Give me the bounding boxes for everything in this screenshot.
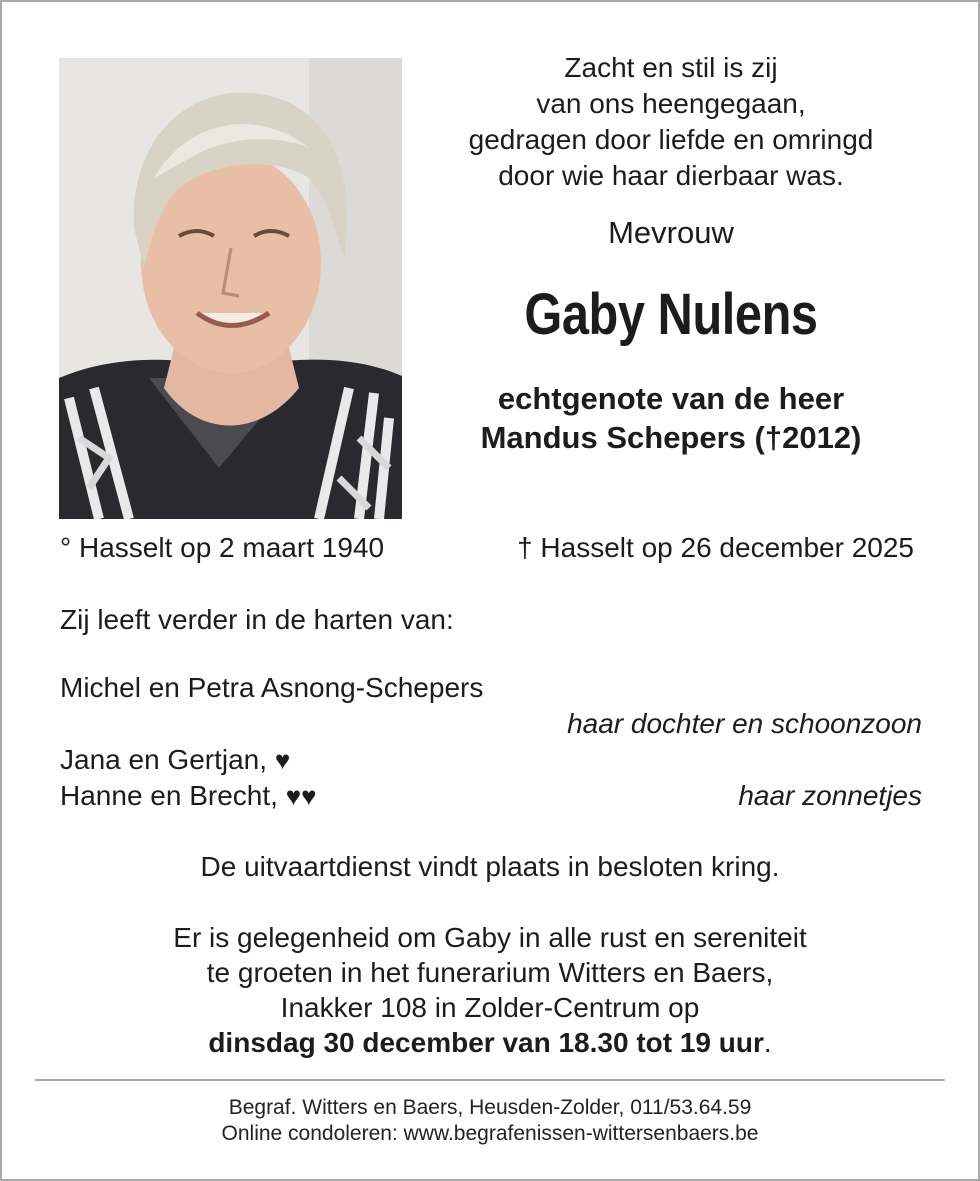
poem-line: door wie haar dierbaar was. [498,160,844,191]
life-dates [60,528,920,568]
death-date: † Hasselt op 26 december 2025 [517,532,914,563]
spouse-info [420,379,922,457]
heart-icon: ♥♥ [285,781,317,811]
online-condolence: Online condoleren: www.begrafenissen-wittersenbaers.be [221,1122,759,1145]
visitation-info [0,920,980,1060]
deceased-name: Gaby Nulens [524,282,818,347]
visitation-datetime: dinsdag 30 december van 18.30 tot 19 uur [208,1027,764,1058]
family-grandchild-1 [60,742,290,778]
visitation-line-1: Er is gelegenheid om Gaby in alle rust en sereniteit [173,922,807,953]
visitation-line-4 [0,1025,980,1060]
birth-date: ° Hasselt op 2 maart 1940 [60,532,385,563]
family-intro: Zij leeft verder in de harten van: [60,604,454,635]
grandchildren-relation: haar zonnetjes [738,780,922,811]
family-grandchild-2 [60,778,317,814]
spouse-line-1: echtgenote van de heer [497,381,845,416]
poem-line: gedragen door liefde en omringd [468,124,874,155]
poem-line: van ons heengegaan, [536,88,806,119]
funeral-home-contact: Begraf. Witters en Baers, Heusden-Zolder, 011/53.64.59 [228,1096,752,1119]
footer [0,1095,980,1147]
portrait-photo [59,58,402,519]
visitation-line-2: te groeten in het funerarium Witters en Baers, [206,957,774,988]
daughter-relation: haar dochter en schoonzoon [567,708,922,739]
grandchild-1-name: Jana en Gertjan, [60,744,268,775]
family-daughter: Michel en Petra Asnong-Schepers [60,672,484,703]
grandchild-2-name: Hanne en Brecht, [60,780,278,811]
heart-icon: ♥ [274,745,291,775]
memorial-poem [420,50,922,194]
poem-line: Zacht en stil is zij [564,52,778,83]
service-note: De uitvaartdienst vindt plaats in besloten kring. [200,851,780,882]
visitation-line-3: Inakker 108 in Zolder-Centrum op [280,992,700,1023]
visitation-period: . [763,1027,772,1058]
footer-divider [35,1079,945,1081]
heading-block [420,50,922,457]
spouse-line-2: Mandus Schepers (†2012) [480,420,862,455]
honorific: Mevrouw [608,215,734,250]
